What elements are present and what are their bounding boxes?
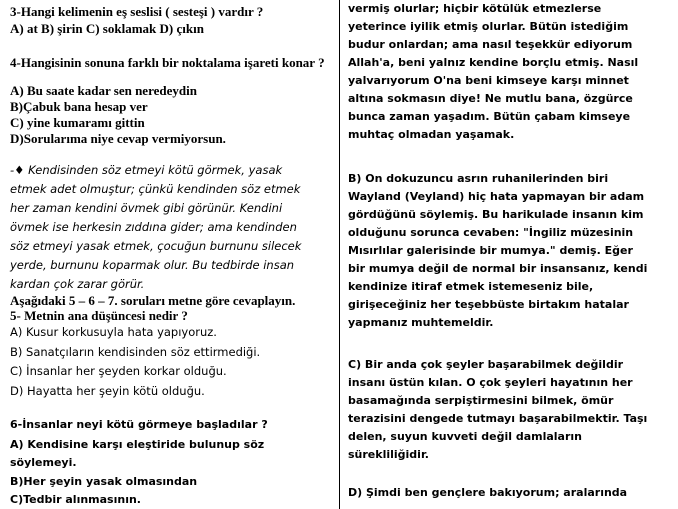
question-3-title: 3-Hangi kelimenin eş seslisi ( sesteşi ) vardır ? xyxy=(10,4,264,19)
question-5-title: 5- Metnin ana düşüncesi nedir ? xyxy=(10,308,188,323)
question-6-option-a: A) Kendisine karşı eleştiride bulunup söz xyxy=(10,438,265,451)
paragraph-a-line: vermiş olurlar; hiçbir kötülük etmezlerse xyxy=(348,2,602,15)
question-5-option-d: D) Hayatta her şeyin kötü olduğu. xyxy=(10,384,205,398)
paragraph-a-line: budur onlardan; ama nasıl teşekkür ediyorum xyxy=(348,38,633,51)
paragraph-a-line: muhtaç olmadan yaşamak. xyxy=(348,128,515,141)
right-column xyxy=(340,0,678,509)
question-5-option-b: B) Sanatçıların kendisinden söz ettirmediği. xyxy=(10,345,261,359)
question-4-option-a: A) Bu saate kadar sen neredeydin xyxy=(10,83,197,98)
passage-line: övmek ise herkesin zıddına gider; ama kendinden xyxy=(10,220,297,234)
question-6-option-c: C)Tedbir alınmasının. xyxy=(10,493,141,506)
instruction-text: Aşağıdaki 5 – 6 – 7. soruları metne göre cevaplayın. xyxy=(10,293,296,308)
question-5-option-a: A) Kusur korkusuyla hata yapıyoruz. xyxy=(10,325,217,339)
passage-line: söz etmeyi yasak etmek, çocuğun burnunu silecek xyxy=(10,239,302,253)
paragraph-b-line: bir mumya değil de normal bir insansanız, kendi xyxy=(348,262,648,275)
paragraph-c-line: sürekliliğidir. xyxy=(348,448,429,461)
question-6-option-b: B)Her şeyin yasak olmasından xyxy=(10,475,198,488)
paragraph-a-line: Allah'a, beni yalnız kendine borçlu etmiş. Nasıl xyxy=(348,56,639,69)
paragraph-b-line: yapmanız muhtemeldir. xyxy=(348,316,494,329)
paragraph-b-line: Wayland (Veyland) hiç hata yapmayan bir adam xyxy=(348,190,645,203)
paragraph-c-line: insanı üstün kılan. O çok şeyleri hayatının her xyxy=(348,376,633,389)
question-4-option-c: C) yine kumaramı gittin xyxy=(10,115,145,130)
paragraph-b-line: gördüğünü söylemiş. Bu harikulade insanın kim xyxy=(348,208,644,221)
paragraph-b-line: kendinize itiraf etmek istemeseniz bile, xyxy=(348,280,594,293)
paragraph-c-line: terazisini dengede tutmayı başarabilmektir. Taşı xyxy=(348,412,648,425)
question-6-title: 6-İnsanlar neyi kötü görmeye başladılar ? xyxy=(10,418,268,431)
passage-line: -♦ Kendisinden söz etmeyi kötü görmek, yasak xyxy=(10,163,283,177)
paragraph-b-line: Mısırlılar galerisinde bir mumya." demiş. Eğer xyxy=(348,244,633,257)
paragraph-d-line: D) Şimdi ben gençlere bakıyorum; aralarında xyxy=(348,486,628,499)
passage-line: kardan çok zarar görür. xyxy=(10,277,145,291)
paragraph-a-line: yeterince iyilik etmiş olurlar. Bütün istediğim xyxy=(348,20,629,33)
question-4-option-d: D)Sorularıma niye cevap vermiyorsun. xyxy=(10,131,226,146)
paragraph-c-line: C) Bir anda çok şeyler başarabilmek değildir xyxy=(348,358,624,371)
question-5-option-c: C) İnsanlar her şeyden korkar olduğu. xyxy=(10,364,227,378)
paragraph-a-line: bunca zaman yaşadım. Bütün çabam kimseye xyxy=(348,110,631,123)
question-4-option-b: B)Çabuk bana hesap ver xyxy=(10,99,148,114)
paragraph-a-line: yalvarıyorum O'na beni kimseye karşı minnet xyxy=(348,74,629,87)
question-4-title: 4-Hangisinin sonuna farklı bir noktalama işareti konar ? xyxy=(10,55,325,70)
passage-line: etmek adet olmuştur; çünkü kendinden söz etmek xyxy=(10,182,301,196)
paragraph-b-line: girişeceğiniz her teşebbüste birtakım hatalar xyxy=(348,298,629,311)
paragraph-b-line: olduğunu sorunca cevaben: "İngiliz müzesinin xyxy=(348,226,634,239)
question-3-options: A) at B) şirin C) soklamak D) çıkın xyxy=(10,21,204,36)
paragraph-c-line: basamağında serpiştirmesini bilmek, ömür xyxy=(348,394,614,407)
passage-line: her zaman kendini övmek gibi görünür. Kendini xyxy=(10,201,283,215)
paragraph-b-line: B) On dokuzuncu asrın ruhanilerinden biri xyxy=(348,172,609,185)
paragraph-c-line: delen, suyun kuvveti değil damlaların xyxy=(348,430,583,443)
question-6-option-a-cont: söylemeyi. xyxy=(10,456,77,469)
paragraph-a-line: altına sokmasın diye! Ne mutlu bana, özgürce xyxy=(348,92,633,105)
passage-line: yerde, burnunu koparmak olur. Bu tedbirde insan xyxy=(10,258,295,272)
